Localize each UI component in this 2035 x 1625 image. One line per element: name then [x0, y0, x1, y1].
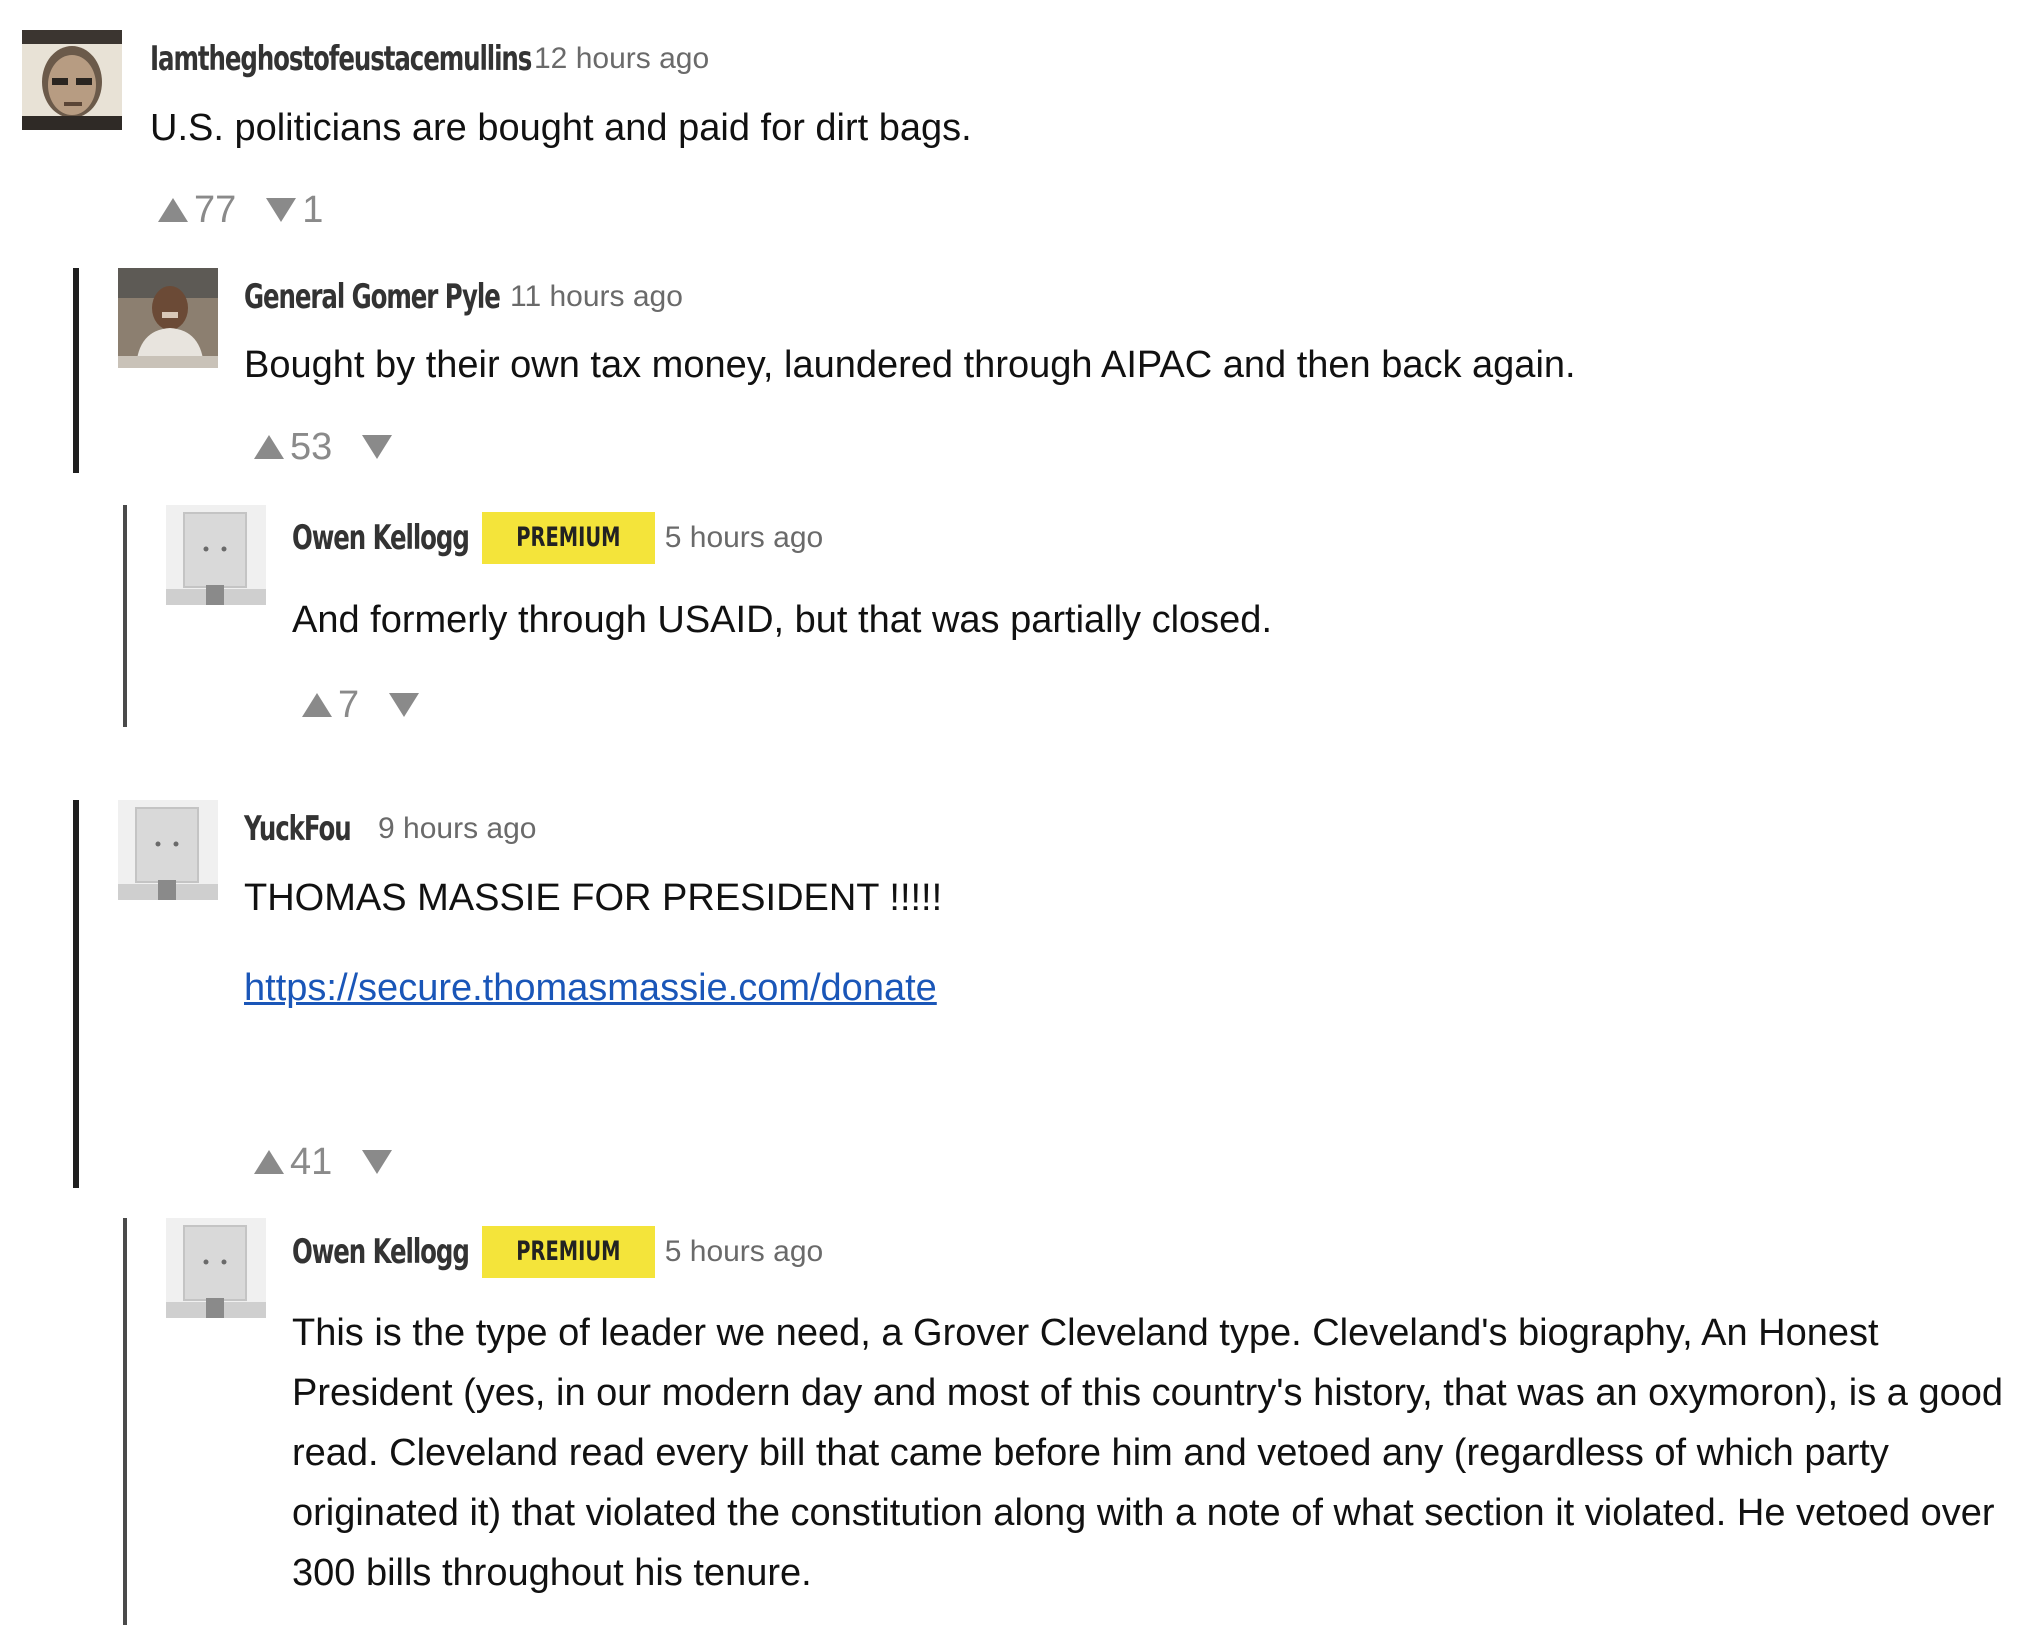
username[interactable]: YuckFou [244, 809, 351, 849]
username-wrap [244, 809, 378, 849]
upvote-button[interactable] [158, 189, 236, 232]
default-avatar-icon [118, 800, 218, 900]
upvote-button[interactable] [254, 426, 332, 469]
thread-line [123, 1218, 127, 1625]
triangle-up-icon [254, 1150, 284, 1174]
vote-controls [254, 1137, 398, 1187]
username-wrap [292, 518, 482, 558]
default-avatar-icon [166, 505, 266, 605]
username[interactable]: Iamtheghostofeustacemullins [150, 39, 532, 79]
comment-body [150, 98, 2000, 158]
downvote-button[interactable] [362, 435, 398, 459]
downvote-button[interactable] [266, 189, 323, 232]
premium-badge [482, 512, 655, 564]
upvote-button[interactable] [302, 684, 359, 727]
comment-body [244, 868, 2004, 1018]
comment-text: And formerly through USAID, but that was partially closed. [292, 599, 1273, 641]
premium-badge [482, 1226, 655, 1278]
avatar[interactable] [118, 800, 218, 900]
username[interactable]: Owen Kellogg [292, 518, 469, 558]
comment-meta [244, 806, 536, 852]
timestamp: 5 hours ago [664, 1235, 824, 1268]
comment-body [292, 590, 2002, 650]
triangle-down-icon [266, 198, 296, 222]
thread-line [73, 268, 79, 473]
upvote-count: 41 [290, 1140, 333, 1183]
default-avatar-icon [166, 1218, 266, 1318]
triangle-up-icon [302, 693, 332, 717]
comment-meta [292, 510, 823, 566]
avatar[interactable] [166, 1218, 266, 1318]
thread-line [73, 800, 79, 1188]
timestamp: 12 hours ago [534, 42, 710, 75]
premium-badge-label: PREMIUM [516, 522, 621, 553]
comment-body [244, 335, 2004, 395]
avatar-image [22, 30, 122, 130]
comment-text: THOMAS MASSIE FOR PRESIDENT !!!!! [244, 877, 943, 919]
upvote-button[interactable] [254, 1141, 332, 1184]
username[interactable]: Owen Kellogg [292, 1232, 469, 1272]
downvote-count: 1 [302, 188, 324, 231]
upvote-count: 77 [194, 188, 237, 231]
comment-text: U.S. politicians are bought and paid for dirt bags. [150, 107, 972, 149]
vote-controls [254, 422, 398, 472]
avatar[interactable] [166, 505, 266, 605]
downvote-button[interactable] [389, 693, 425, 717]
premium-badge-label: PREMIUM [516, 1236, 621, 1267]
triangle-up-icon [158, 198, 188, 222]
timestamp: 5 hours ago [664, 521, 824, 554]
avatar-image [118, 268, 218, 368]
comment-meta [150, 36, 709, 82]
triangle-down-icon [362, 435, 392, 459]
avatar[interactable] [22, 30, 122, 130]
triangle-down-icon [389, 693, 419, 717]
triangle-up-icon [254, 435, 284, 459]
username-wrap [292, 1232, 482, 1272]
comment-meta [244, 274, 683, 320]
username-wrap [150, 39, 550, 79]
timestamp: 11 hours ago [510, 280, 683, 313]
thread-line [123, 505, 127, 727]
username[interactable]: General Gomer Pyle [244, 277, 500, 317]
comment-body [292, 1303, 2012, 1603]
downvote-button[interactable] [362, 1150, 398, 1174]
username-wrap [244, 277, 510, 317]
comment-meta [292, 1224, 823, 1280]
triangle-down-icon [362, 1150, 392, 1174]
comment-text: This is the type of leader we need, a Grover Cleveland type. Cleveland's biography, An Honest President (yes, in our modern day and most of this country's history, that was an oxymoron), is a good read. Cleveland read every bill that came before him and vetoed any (regardless of which party originated it) that violated the constitution along with a note of what section it violated. He vetoed over 300 bills throughout his tenure. [292, 1312, 2004, 1594]
comment-link-paragraph [244, 958, 2004, 1018]
upvote-count: 7 [338, 683, 360, 726]
comment-text: Bought by their own tax money, laundered through AIPAC and then back again. [244, 344, 1576, 386]
upvote-count: 53 [290, 425, 333, 468]
vote-controls [158, 185, 323, 235]
vote-controls [302, 680, 425, 730]
timestamp: 9 hours ago [378, 812, 537, 845]
avatar[interactable] [118, 268, 218, 368]
donate-link[interactable]: https://secure.thomasmassie.com/donate [244, 967, 937, 1009]
